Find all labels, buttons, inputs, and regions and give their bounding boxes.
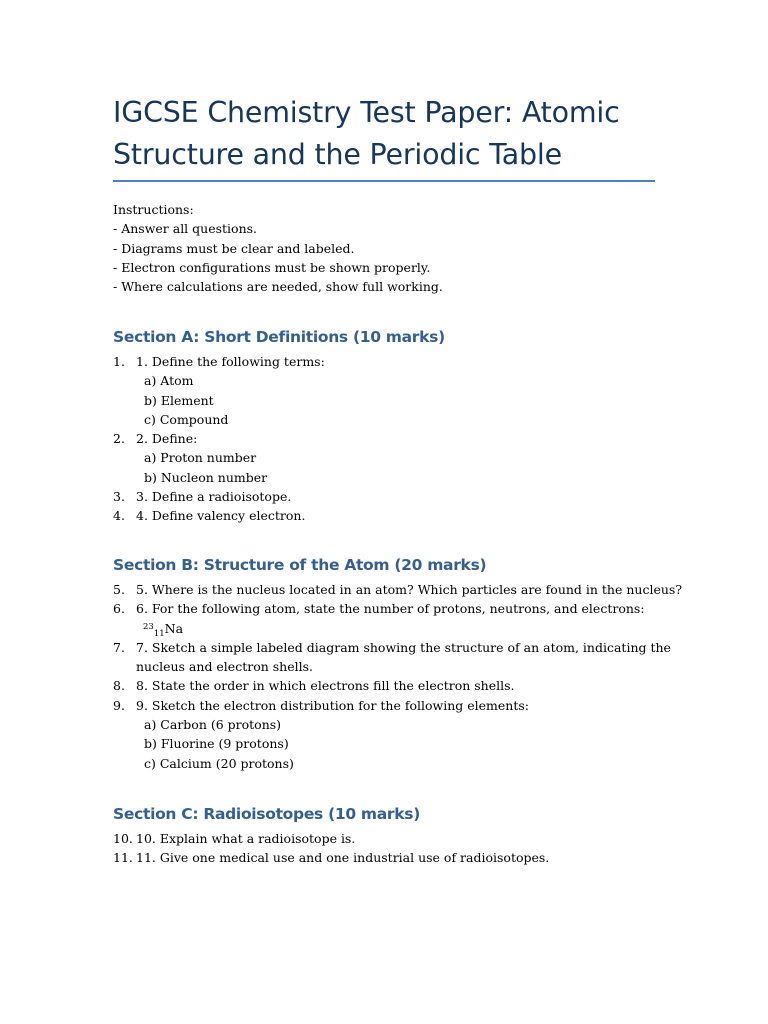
- question-text: 8. State the order in which electrons fill the electron shells.: [136, 678, 515, 694]
- subitem-text: b) Element: [144, 392, 214, 408]
- mass-number: 23: [143, 621, 154, 632]
- item-number: 11.: [113, 850, 133, 866]
- instruction-line: - Answer all questions.: [113, 221, 258, 237]
- instruction-line: - Where calculations are needed, show full working.: [113, 279, 443, 295]
- question-text: 6. For the following atom, state the number of protons, neutrons, and electrons:: [136, 601, 645, 617]
- list-item: [113, 429, 658, 448]
- subitem-text: c) Compound: [144, 411, 229, 427]
- instruction-line: - Diagrams must be clear and labeled.: [113, 240, 355, 256]
- item-number: 7.: [113, 639, 125, 655]
- question-text: 7. Sketch a simple labeled diagram showing the structure of an atom, indicating the: [136, 639, 671, 655]
- list-subitem: [113, 410, 658, 429]
- list-item: [113, 352, 658, 371]
- list-item: [113, 829, 658, 848]
- subitem-text: b) Fluorine (9 protons): [144, 736, 289, 752]
- instructions-heading: Instructions:: [113, 202, 194, 217]
- list-subitem: [113, 468, 658, 487]
- subitem-text: a) Atom: [144, 373, 194, 389]
- item-number: 2.: [113, 431, 125, 447]
- list-subitem: [113, 391, 658, 410]
- list-subitem: [113, 371, 658, 390]
- section-b-heading: Section B: Structure of the Atom (20 marks): [113, 556, 487, 574]
- item-number: 10.: [113, 831, 133, 846]
- subitem-text: c) Calcium (20 protons): [144, 755, 294, 771]
- question-text: 9. Sketch the electron distribution for the following elements:: [136, 697, 529, 713]
- isotope-notation-row: [113, 619, 658, 638]
- section-a-heading: Section A: Short Definitions (10 marks): [113, 328, 445, 346]
- section-c-list: [113, 829, 658, 868]
- list-subitem: [113, 448, 658, 467]
- list-item: [113, 599, 658, 618]
- item-number: 6.: [113, 601, 125, 617]
- section-c-heading: Section C: Radioisotopes (10 marks): [113, 805, 420, 823]
- subitem-text: b) Nucleon number: [144, 469, 268, 485]
- list-item: [113, 487, 658, 506]
- title-underline: [113, 180, 655, 182]
- atomic-number: 11: [153, 628, 165, 639]
- list-item: [113, 506, 658, 525]
- list-item: [113, 638, 671, 657]
- item-number: 9.: [113, 697, 125, 713]
- list-subitem: [113, 754, 658, 773]
- list-item-continuation: [113, 657, 658, 676]
- list-item: [113, 848, 658, 867]
- question-text: 1. Define the following terms:: [136, 354, 325, 369]
- subitem-text: a) Proton number: [144, 450, 257, 466]
- question-text: 11. Give one medical use and one industrial use of radioisotopes.: [136, 850, 550, 866]
- question-text-continued: nucleus and electron shells.: [136, 659, 314, 675]
- list-item: [113, 676, 658, 695]
- instruction-line: - Electron configurations must be shown properly.: [113, 259, 431, 275]
- question-text: 10. Explain what a radioisotope is.: [136, 831, 356, 846]
- list-subitem: [113, 715, 658, 734]
- item-number: 3.: [113, 489, 125, 505]
- section-b-list: [113, 580, 683, 773]
- item-number: 8.: [113, 678, 125, 694]
- list-item: [113, 580, 683, 599]
- item-number: 4.: [113, 508, 125, 524]
- document-title: IGCSE Chemistry Test Paper: Atomic Structure and the Periodic Table: [113, 96, 620, 171]
- question-text: 4. Define valency electron.: [136, 508, 306, 524]
- item-number: 1.: [113, 354, 125, 369]
- item-number: 5.: [113, 582, 125, 597]
- element-symbol: Na: [164, 620, 184, 636]
- list-subitem: [113, 734, 658, 753]
- question-text: 2. Define:: [136, 431, 198, 447]
- instructions-block: [113, 200, 443, 296]
- question-text: 3. Define a radioisotope.: [136, 489, 292, 505]
- list-item: [113, 696, 658, 715]
- question-text: 5. Where is the nucleus located in an atom? Which particles are found in the nucleus?: [136, 582, 683, 597]
- section-a-list: [113, 352, 658, 526]
- subitem-text: a) Carbon (6 protons): [144, 717, 282, 733]
